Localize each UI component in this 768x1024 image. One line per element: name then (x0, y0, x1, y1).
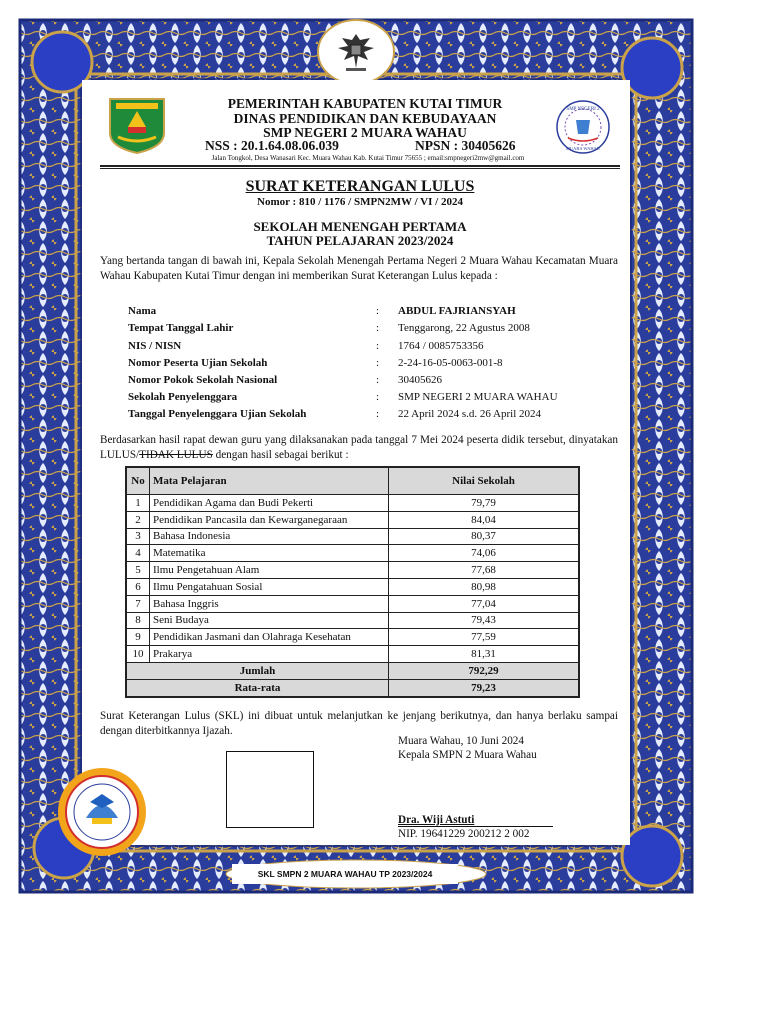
field-colon: : (376, 305, 380, 317)
field-colon: : (376, 374, 380, 386)
header-divider (100, 165, 620, 167)
education-emblem-icon (36, 766, 168, 858)
field-row (128, 305, 608, 322)
footer-label: SKL SMPN 2 MUARA WAHAU TP 2023/2024 (232, 864, 458, 884)
table-row (126, 562, 579, 579)
table-row (126, 612, 579, 629)
field-row (128, 374, 608, 391)
row-subject: Ilmu Pengatahuan Sosial (150, 578, 389, 595)
field-value: Tenggarong, 22 Agustus 2008 (398, 322, 530, 334)
header-department: DINAS PENDIDIKAN DAN KEBUDAYAAN (233, 111, 497, 126)
field-colon: : (376, 408, 380, 420)
field-value: 30405626 (398, 374, 442, 386)
field-label: Tanggal Penyelenggara Ujian Sekolah (128, 408, 307, 420)
grades-table (125, 466, 580, 698)
field-label: NIS / NISN (128, 340, 182, 352)
row-subject: Matematika (150, 545, 389, 562)
grades-body (126, 495, 579, 663)
column-header-subject: Mata Pelajaran (150, 467, 389, 495)
row-number: 2 (126, 511, 150, 528)
row-score: 74,06 (389, 545, 580, 562)
row-number: 1 (126, 495, 150, 512)
row-subject: Bahasa Indonesia (150, 528, 389, 545)
field-row (128, 408, 608, 425)
closing-paragraph: Surat Keterangan Lulus (SKL) ini dibuat untuk melanjutkan ke jenjang berikutnya, dan hanya berlaku sampai dengan diterbitkannya Ijazah. (100, 710, 618, 737)
row-number: 9 (126, 629, 150, 646)
column-header-score: Nilai Sekolah (389, 467, 580, 495)
row-number: 3 (126, 528, 150, 545)
garuda-emblem-icon (334, 30, 378, 74)
field-label: Nomor Peserta Ujian Sekolah (128, 357, 268, 369)
field-row (128, 322, 608, 339)
table-row (126, 511, 579, 528)
table-row (126, 545, 579, 562)
field-colon: : (376, 340, 380, 352)
school-emblem-icon (548, 98, 618, 156)
field-value: SMP NEGERI 2 MUARA WAHAU (398, 391, 558, 403)
document-number: Nomor : 810 / 1176 / SMPN2MW / VI / 2024 (257, 196, 463, 208)
signature-position: Kepala SMPN 2 Muara Wahau (398, 749, 537, 761)
result-text-struck: TIDAK LULUS (139, 449, 213, 461)
field-row (128, 357, 608, 374)
row-number: 4 (126, 545, 150, 562)
column-header-no: No (126, 467, 150, 495)
kutai-timur-emblem-icon (106, 97, 168, 155)
field-row (128, 340, 608, 357)
field-label: Tempat Tanggal Lahir (128, 322, 234, 334)
row-number: 10 (126, 646, 150, 663)
row-score: 79,79 (389, 495, 580, 512)
header-government: PEMERINTAH KABUPATEN KUTAI TIMUR (227, 96, 503, 111)
total-value: 792,29 (389, 662, 580, 679)
field-label: Nama (128, 305, 157, 317)
header-npsn: NPSN : 30405626 (415, 138, 516, 153)
document-title: SURAT KETERANGAN LULUS (245, 178, 475, 195)
header-school-name: SMP NEGERI 2 MUARA WAHAU (263, 125, 467, 140)
field-value: 2-24-16-05-0063-001-8 (398, 357, 503, 369)
row-subject: Prakarya (150, 646, 389, 663)
table-row (126, 578, 579, 595)
result-paragraph (100, 433, 618, 463)
row-number: 6 (126, 578, 150, 595)
average-value: 79,23 (389, 679, 580, 696)
field-label: Sekolah Penyelenggara (128, 391, 238, 403)
table-row (126, 595, 579, 612)
table-row (126, 629, 579, 646)
signature-nip: NIP. 19641229 200212 2 002 (398, 828, 530, 840)
document-subtitle-year: TAHUN PELAJARAN 2023/2024 (266, 233, 454, 248)
row-score: 80,98 (389, 578, 580, 595)
table-row (126, 495, 579, 512)
row-score: 84,04 (389, 511, 580, 528)
total-row (126, 662, 579, 679)
signature-place-date: Muara Wahau, 10 Juni 2024 (398, 735, 524, 747)
signature-line (398, 826, 553, 827)
result-text-pre: Berdasarkan hasil rapat dewan guru yang dilaksanakan pada tanggal 7 Mei 2024 peserta didik tersebut, dinyatakan LULUS/ (100, 434, 618, 461)
school-emblem-bottom-text: MUARA WAHAU (565, 146, 601, 151)
row-score: 77,68 (389, 562, 580, 579)
document-subtitle-level: SEKOLAH MENENGAH PERTAMA (253, 219, 467, 234)
signature-name: Dra. Wiji Astuti (398, 814, 475, 826)
row-number: 5 (126, 562, 150, 579)
field-value: 1764 / 0085753356 (398, 340, 484, 352)
intro-paragraph: Yang bertanda tangan di bawah ini, Kepala Sekolah Menengah Pertama Negeri 2 Muara Wahau Kecamatan Muara Wahau Kabupaten Kutai Timur dengan ini memberikan Surat Keterangan Lulus kepada : (100, 255, 618, 282)
average-row (126, 679, 579, 696)
header-address: Jalan Tongkol, Desa Wanasari Kec. Muara Wahau Kab. Kutai Timur 75655 ; email:smpnegeri2mw@gmail.com (211, 154, 525, 162)
field-value: 22 April 2024 s.d. 26 April 2024 (398, 408, 542, 420)
field-colon: : (376, 391, 380, 403)
table-row (126, 646, 579, 663)
row-score: 77,04 (389, 595, 580, 612)
field-value: ABDUL FAJRIANSYAH (398, 305, 516, 317)
photo-box (226, 751, 314, 828)
row-subject: Seni Budaya (150, 612, 389, 629)
field-colon: : (376, 322, 380, 334)
header-divider-thin (100, 168, 620, 169)
school-emblem-top-text: SMP NEGERI 2 (566, 107, 600, 112)
row-subject: Pendidikan Agama dan Budi Pekerti (150, 495, 389, 512)
row-score: 79,43 (389, 612, 580, 629)
row-number: 7 (126, 595, 150, 612)
row-score: 77,59 (389, 629, 580, 646)
row-score: 80,37 (389, 528, 580, 545)
row-subject: Pendidikan Jasmani dan Olahraga Kesehatan (150, 629, 389, 646)
row-score: 81,31 (389, 646, 580, 663)
row-number: 8 (126, 612, 150, 629)
header-nss: NSS : 20.1.64.08.06.039 (205, 138, 339, 153)
result-text-post: dengan hasil sebagai berikut : (212, 449, 349, 461)
total-label: Jumlah (126, 662, 389, 679)
field-colon: : (376, 357, 380, 369)
row-subject: Pendidikan Pancasila dan Kewarganegaraan (150, 511, 389, 528)
table-row (126, 528, 579, 545)
row-subject: Ilmu Pengetahuan Alam (150, 562, 389, 579)
field-label: Nomor Pokok Sekolah Nasional (128, 374, 278, 386)
table-header-row (126, 467, 579, 495)
field-row (128, 391, 608, 408)
average-label: Rata-rata (126, 679, 389, 696)
row-subject: Bahasa Inggris (150, 595, 389, 612)
